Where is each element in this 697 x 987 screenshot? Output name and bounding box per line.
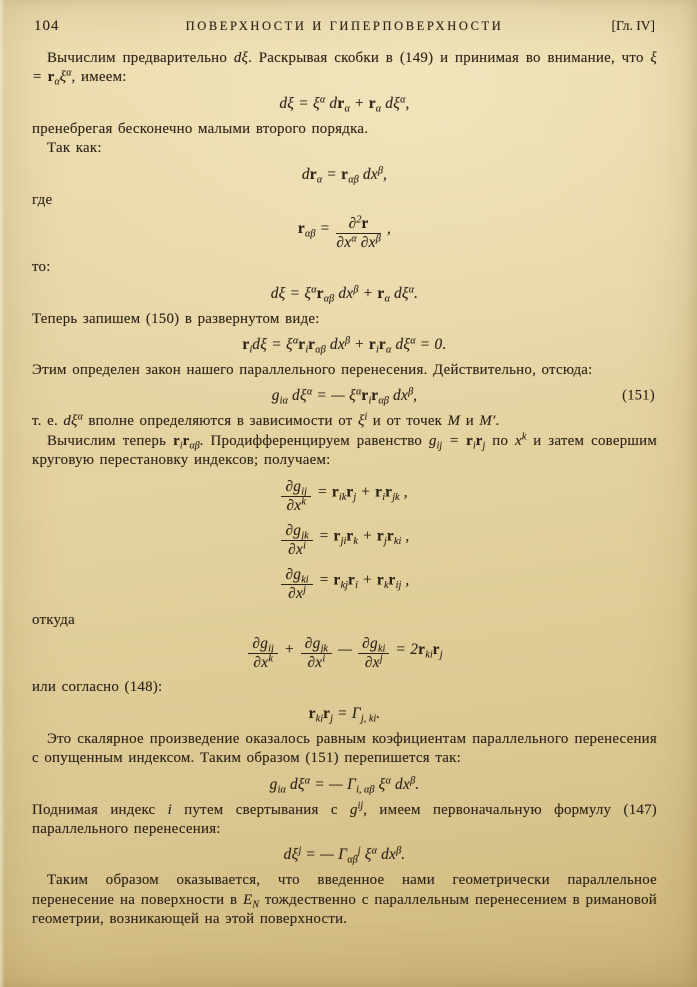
paragraph-3: Так как: [47, 140, 102, 157]
equation-body: $r_{ki}r_j = \Gamma_{j, ki}$. [308, 704, 381, 725]
paragraph-11: Этим определен закон нашего параллельного перенесения. Действительно, отсюда: [32, 361, 593, 378]
equation-23 [32, 845, 657, 864]
paragraph-2: пренебрегая бесконечно малыми второго порядка. [32, 120, 369, 137]
equation-21 [32, 775, 657, 794]
equation-10 [32, 335, 657, 354]
equation-body: $g_{i\alpha}$ $d\xi^\alpha$ = — $\Gamma_{i, \alpha\beta}$ $\xi^\alpha$ $dx^\beta$. [269, 774, 420, 796]
equation-body: $\frac{\partial g_{ij}}{\partial x^k}$ + $\frac{\partial g_{jk}}{\partial x^i}$ — $\frac{\partial g_{ki}}{\partial x^j}$ = $2r_{ki}r_j$ [246, 641, 442, 658]
equation-number: (151) [622, 387, 655, 404]
paragraph-16: откуда [32, 611, 75, 628]
paragraph-5: где [32, 191, 53, 208]
equation-body: $d\xi = \xi^\alpha r_{\alpha\beta}$ $dx^\beta + r_\alpha$ $d\xi^\alpha$. [270, 283, 419, 305]
fraction: $\frac{\partial g_{ki}}{\partial x^j}$ [358, 636, 389, 671]
fraction: $\frac{\partial^2r}{\partial x^\alpha \partial x^\beta}$ [336, 214, 381, 252]
text-column [32, 49, 657, 930]
running-title: ПОВЕРХНОСТИ И ГИПЕРПОВЕРХНОСТИ [185, 19, 504, 33]
equation-body: $dr_\alpha = r_{\alpha\beta}$ $dx^\beta$, [301, 165, 388, 186]
equation-17 [32, 636, 657, 671]
paragraph-7: то: [32, 259, 51, 276]
chapter-label: [Гл. IV] [611, 18, 655, 33]
paragraph-0: Вычислим предварительно dξ. Раскрывая скобки в (149) и принимая во внимание, что $\xi = r_\alpha\xi^\alpha$, имеем: [32, 50, 657, 88]
fraction: $\frac{\partial g_{ki}}{\partial x^j}$ [281, 567, 312, 602]
equation-body: $d\xi^j$ = — $\Gamma_{\alpha\beta}^j$ $\xi^\alpha$ $dx^\beta$. [283, 845, 406, 866]
fraction: $\frac{\partial g_{jk}}{\partial x^i}$ [301, 636, 332, 671]
paragraph-22: Поднимая индекс i путем свертывания с $g^{ij}$, имеем первоначальную формулу (147) параллельного перенесения: [32, 800, 657, 837]
equation-line: $\frac{\partial g_{ij}}{\partial x^k}$ = $r_{ik}r_j + r_ir_{jk}$ , [279, 479, 407, 514]
equation-12 [32, 386, 657, 405]
equation-body: $d\xi = \xi^\alpha$ $dr_\alpha + r_\alpha$ $d\xi^\alpha$, [279, 94, 410, 115]
paragraph-20: Это скалярное произведение оказалось равным коэфициентам параллельного перенесения с опущенным индексом. Таким образом (151) перепишется так: [32, 730, 657, 767]
paragraph-24: Таким образом оказывается, что введенное нами геометрически параллельное перенесение на поверхности в $E_N$ тождественно с параллельным перенесением в римановой геометрии, возникающей на этой поверхности. [32, 872, 657, 928]
equation-4 [32, 165, 657, 184]
equation-6 [32, 216, 657, 251]
fraction: $\frac{\partial g_{jk}}{\partial x^i}$ [281, 523, 312, 558]
equation-body: $r_{\alpha\beta}$ = $\frac{\partial^2r}{\partial x^\alpha \partial x^\beta}$ , [297, 214, 392, 252]
page-number: 104 [34, 18, 60, 34]
equation-body: $r_id\xi = \xi^\alpha r_ir_{\alpha\beta}$ $dx^\beta + r_ir_\alpha$ $d\xi^\alpha = 0$. [242, 335, 447, 356]
equation-line: $\frac{\partial g_{jk}}{\partial x^i}$ = $r_{ji}r_k + r_jr_{ki}$ , [279, 523, 409, 558]
paragraph-14: Вычислим теперь $r_ir_{\alpha\beta}$. Продифференцируем равенство $g_{ij} = r_ir_j$ по $x^k$ и затем совершим круговую перестановку индексов; получаем: [32, 431, 658, 469]
equation-1 [32, 94, 657, 113]
paragraph-18: или согласно (148): [32, 679, 163, 696]
paragraph-13: т. е. $d\xi^\alpha$ вполне определяются в зависимости от $\xi^i$ и от точек M и M′. [32, 411, 500, 430]
page-header [34, 18, 655, 35]
equation-body: $g_{i\alpha}$ $d\xi^\alpha$ = — $\xi^\alpha r_ir_{\alpha\beta}$ $dx^\beta$, [271, 386, 418, 407]
fraction: $\frac{\partial g_{ij}}{\partial x^k}$ [248, 636, 278, 671]
equation-19 [32, 704, 657, 723]
equation-group [279, 479, 409, 602]
fraction: $\frac{\partial g_{ij}}{\partial x^k}$ [281, 479, 311, 514]
paragraph-9: Теперь запишем (150) в развернутом виде: [32, 310, 320, 327]
equation-line: $\frac{\partial g_{ki}}{\partial x^j}$ = $r_{kj}r_i + r_kr_{ij}$ , [279, 567, 409, 602]
equation-8 [32, 284, 657, 303]
